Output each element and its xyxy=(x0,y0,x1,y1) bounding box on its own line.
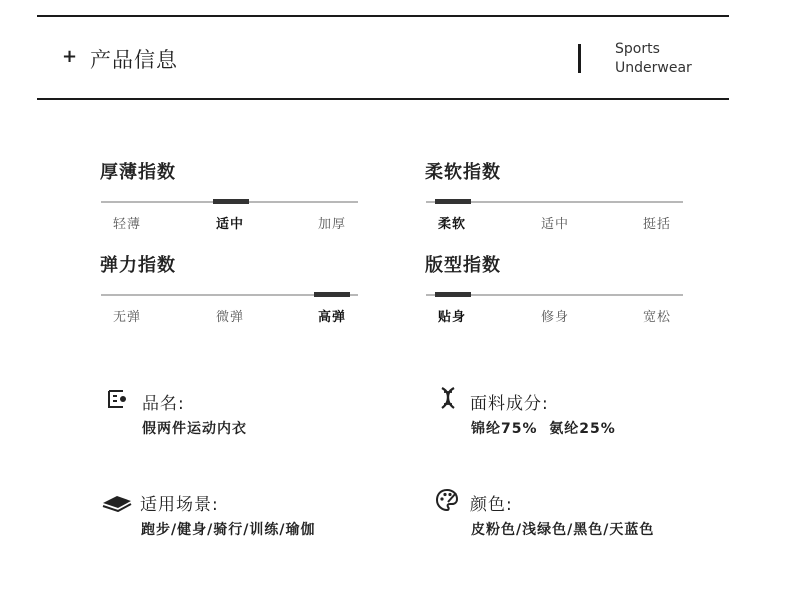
option-slim: 修身 xyxy=(541,310,570,325)
index-title-thickness: 厚薄指数 xyxy=(100,162,176,183)
index-track-thickness xyxy=(101,201,358,203)
fabric-label: 面料成分: xyxy=(470,394,549,414)
option-high-stretch-selected: 高弹 xyxy=(318,310,347,325)
dna-icon xyxy=(437,386,459,410)
palette-icon xyxy=(435,488,459,512)
scenes-label: 适用场景: xyxy=(140,495,219,515)
header-bottom-rule xyxy=(37,98,729,100)
header-top-rule xyxy=(37,15,729,17)
brand-divider xyxy=(578,44,581,73)
option-tight-selected: 贴身 xyxy=(438,310,467,325)
option-firm: 挺括 xyxy=(643,217,672,232)
index-marker-elasticity xyxy=(314,292,350,297)
brand-line-2: Underwear xyxy=(615,60,692,76)
option-loose: 宽松 xyxy=(643,310,672,325)
index-title-softness: 柔软指数 xyxy=(425,162,501,183)
brand-line-1: Sports xyxy=(615,41,660,57)
section-title: 产品信息 xyxy=(90,48,178,72)
option-slight-stretch: 微弹 xyxy=(216,310,245,325)
option-thin: 轻薄 xyxy=(113,217,142,232)
option-medium-selected: 适中 xyxy=(216,217,245,232)
brand-text xyxy=(615,40,692,78)
book-icon xyxy=(101,492,133,512)
index-track-softness xyxy=(426,201,683,203)
color-label: 颜色: xyxy=(470,495,513,515)
product-name-value: 假两件运动内衣 xyxy=(142,421,247,437)
option-no-stretch: 无弹 xyxy=(113,310,142,325)
expand-icon[interactable]: + xyxy=(62,46,78,67)
scenes-value: 跑步/健身/骑行/训练/瑜伽 xyxy=(141,522,316,538)
index-marker-softness xyxy=(435,199,471,204)
product-name-label: 品名: xyxy=(142,394,185,414)
fabric-value: 锦纶75% 氨纶25% xyxy=(471,421,616,437)
index-marker-thickness xyxy=(213,199,249,204)
index-title-fit: 版型指数 xyxy=(425,255,501,276)
option-soft-selected: 柔软 xyxy=(438,217,467,232)
index-marker-fit xyxy=(435,292,471,297)
option-thick: 加厚 xyxy=(318,217,347,232)
tag-card-icon xyxy=(107,389,129,409)
color-value: 皮粉色/浅绿色/黑色/天蓝色 xyxy=(471,522,655,538)
option-soft-medium: 适中 xyxy=(541,217,570,232)
index-title-elasticity: 弹力指数 xyxy=(100,255,176,276)
index-track-fit xyxy=(426,294,683,296)
index-track-elasticity xyxy=(101,294,358,296)
